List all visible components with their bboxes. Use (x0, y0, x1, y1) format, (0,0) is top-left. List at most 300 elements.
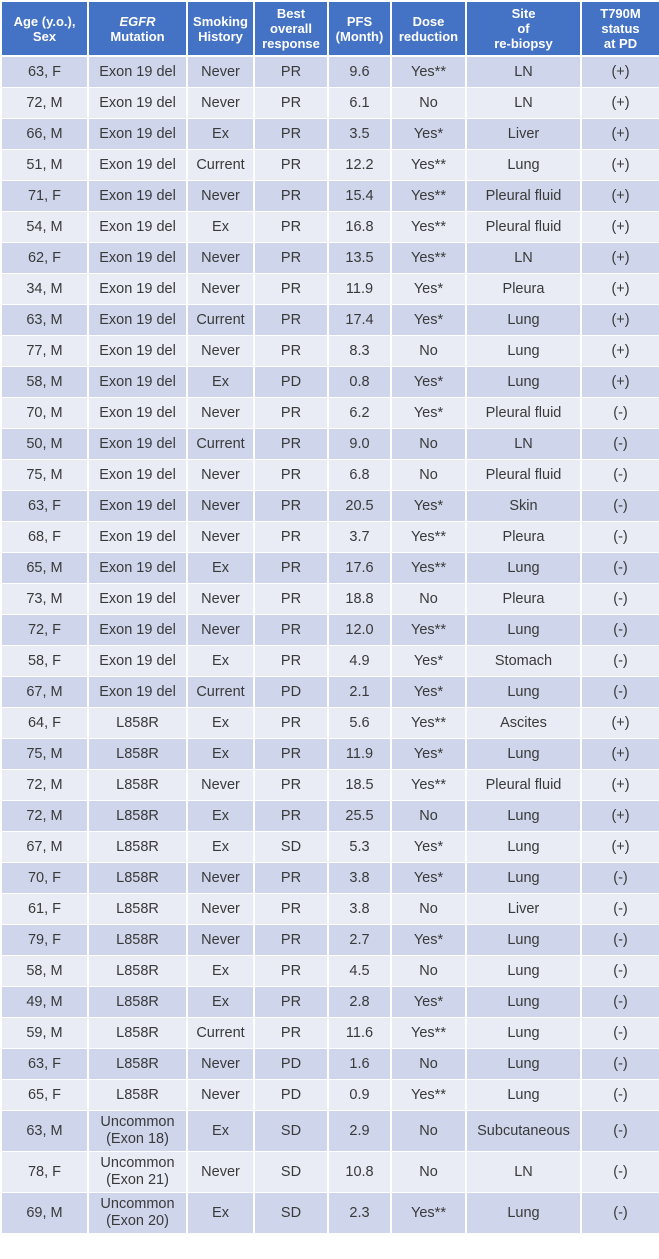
t790m-cell: (-) (581, 987, 659, 1018)
dose-cell: Yes* (391, 863, 466, 894)
age-sex-cell: 34, M (1, 274, 88, 305)
smoking-cell: Ex (187, 956, 254, 987)
age-sex-cell: 59, M (1, 1018, 88, 1049)
header-site (466, 1, 581, 56)
pfs-cell: 11.9 (328, 274, 391, 305)
site-cell: Lung (466, 1049, 581, 1080)
header-response-line-1: Best (276, 6, 306, 21)
smoking-cell: Ex (187, 801, 254, 832)
table-row (1, 150, 659, 181)
response-cell: PR (254, 646, 328, 677)
table-row (1, 956, 659, 987)
smoking-cell: Never (187, 615, 254, 646)
t790m-cell: (-) (581, 646, 659, 677)
age-sex-cell: 75, M (1, 460, 88, 491)
response-cell: PR (254, 119, 328, 150)
header-smoking-line-1: Smoking (193, 13, 248, 29)
dose-cell: Yes* (391, 677, 466, 708)
t790m-cell: (+) (581, 88, 659, 119)
mutation-cell: L858R (88, 863, 187, 894)
site-cell: Lung (466, 987, 581, 1018)
dose-cell: No (391, 956, 466, 987)
header-age-sex-line-1: Age (y.o.), (13, 13, 76, 29)
table-body (1, 56, 659, 1234)
mutation-cell: Exon 19 del (88, 398, 187, 429)
t790m-cell: (-) (581, 429, 659, 460)
header-t790m (581, 1, 659, 56)
t790m-cell: (+) (581, 56, 659, 88)
response-cell: PD (254, 367, 328, 398)
pfs-cell: 18.5 (328, 770, 391, 801)
t790m-cell: (+) (581, 150, 659, 181)
table-row (1, 708, 659, 739)
age-sex-cell: 66, M (1, 119, 88, 150)
t790m-cell: (-) (581, 553, 659, 584)
smoking-cell: Never (187, 925, 254, 956)
age-sex-cell: 77, M (1, 336, 88, 367)
smoking-cell: Never (187, 1049, 254, 1080)
pfs-cell: 4.5 (328, 956, 391, 987)
pfs-cell: 12.0 (328, 615, 391, 646)
site-cell: Lung (466, 801, 581, 832)
dose-cell: Yes** (391, 1193, 466, 1234)
site-cell: Liver (466, 894, 581, 925)
pfs-cell: 5.3 (328, 832, 391, 863)
dose-cell: Yes** (391, 56, 466, 88)
dose-cell: Yes* (391, 739, 466, 770)
response-cell: PD (254, 677, 328, 708)
dose-cell: Yes** (391, 1018, 466, 1049)
t790m-cell: (+) (581, 832, 659, 863)
table-row (1, 56, 659, 88)
response-cell: PR (254, 491, 328, 522)
smoking-cell: Current (187, 1018, 254, 1049)
smoking-cell: Never (187, 1080, 254, 1111)
header-mutation-line-2: Mutation (110, 28, 165, 44)
age-sex-cell: 75, M (1, 739, 88, 770)
t790m-cell: (+) (581, 801, 659, 832)
site-cell: Pleural fluid (466, 460, 581, 491)
header-age-sex-line-2: Sex (32, 28, 57, 44)
mutation-cell: Exon 19 del (88, 553, 187, 584)
age-sex-cell: 65, F (1, 1080, 88, 1111)
header-response (254, 1, 328, 56)
response-cell: PR (254, 708, 328, 739)
table-row (1, 677, 659, 708)
table-row (1, 832, 659, 863)
header-response-line-3: response (262, 36, 320, 51)
t790m-cell: (-) (581, 1152, 659, 1193)
smoking-cell: Never (187, 243, 254, 274)
mutation-cell: Exon 19 del (88, 367, 187, 398)
age-sex-cell: 71, F (1, 181, 88, 212)
pfs-cell: 6.8 (328, 460, 391, 491)
table-row (1, 305, 659, 336)
age-sex-cell: 58, M (1, 956, 88, 987)
table-row (1, 336, 659, 367)
header-t790m-line-2: status (601, 21, 640, 36)
dose-cell: Yes** (391, 150, 466, 181)
response-cell: PR (254, 615, 328, 646)
header-t790m-line-3: at PD (603, 36, 638, 51)
table-row (1, 863, 659, 894)
smoking-cell: Ex (187, 708, 254, 739)
header-t790m-line-1: T790M (600, 6, 641, 21)
dose-cell: Yes* (391, 305, 466, 336)
table-row (1, 646, 659, 677)
pfs-cell: 6.1 (328, 88, 391, 119)
pfs-cell: 3.7 (328, 522, 391, 553)
smoking-cell: Ex (187, 739, 254, 770)
header-pfs-line-2: (Month) (335, 28, 384, 44)
site-cell: Lung (466, 956, 581, 987)
response-cell: PR (254, 181, 328, 212)
site-cell: Lung (466, 367, 581, 398)
smoking-cell: Never (187, 336, 254, 367)
response-cell: PR (254, 305, 328, 336)
table-row (1, 460, 659, 491)
pfs-cell: 3.5 (328, 119, 391, 150)
dose-cell: Yes** (391, 522, 466, 553)
dose-cell: No (391, 894, 466, 925)
age-sex-cell: 62, F (1, 243, 88, 274)
t790m-cell: (-) (581, 677, 659, 708)
site-cell: Lung (466, 553, 581, 584)
site-cell: Lung (466, 1193, 581, 1234)
mutation-cell: Exon 19 del (88, 212, 187, 243)
pfs-cell: 17.6 (328, 553, 391, 584)
response-cell: PR (254, 770, 328, 801)
dose-cell: No (391, 1111, 466, 1152)
mutation-cell: Exon 19 del (88, 305, 187, 336)
response-cell: PR (254, 801, 328, 832)
age-sex-cell: 63, M (1, 305, 88, 336)
age-sex-cell: 68, F (1, 522, 88, 553)
mutation-cell: Exon 19 del (88, 584, 187, 615)
age-sex-cell: 63, M (1, 1111, 88, 1152)
age-sex-cell: 65, M (1, 553, 88, 584)
pfs-cell: 2.3 (328, 1193, 391, 1234)
pfs-cell: 17.4 (328, 305, 391, 336)
t790m-cell: (+) (581, 119, 659, 150)
mutation-cell: Exon 19 del (88, 336, 187, 367)
pfs-cell: 11.6 (328, 1018, 391, 1049)
response-cell: PR (254, 274, 328, 305)
mutation-cell: L858R (88, 832, 187, 863)
mutation-cell: L858R (88, 956, 187, 987)
table-row (1, 1111, 659, 1152)
age-sex-cell: 70, F (1, 863, 88, 894)
age-sex-cell: 79, F (1, 925, 88, 956)
age-sex-cell: 72, F (1, 615, 88, 646)
table-row (1, 243, 659, 274)
table-row (1, 274, 659, 305)
age-sex-cell: 58, M (1, 367, 88, 398)
mutation-cell: Exon 19 del (88, 491, 187, 522)
table-row (1, 522, 659, 553)
response-cell: SD (254, 832, 328, 863)
dose-cell: Yes* (391, 367, 466, 398)
header-dose-line-1: Dose (412, 13, 445, 29)
site-cell: Lung (466, 863, 581, 894)
response-cell: SD (254, 1111, 328, 1152)
t790m-cell: (+) (581, 181, 659, 212)
mutation-cell: L858R (88, 708, 187, 739)
smoking-cell: Current (187, 150, 254, 181)
response-cell: PR (254, 1018, 328, 1049)
site-cell: Liver (466, 119, 581, 150)
dose-cell: Yes* (391, 925, 466, 956)
site-cell: Lung (466, 305, 581, 336)
response-cell: PR (254, 56, 328, 88)
response-cell: PR (254, 429, 328, 460)
mutation-cell: L858R (88, 987, 187, 1018)
mutation-cell: L858R (88, 770, 187, 801)
response-cell: PR (254, 987, 328, 1018)
dose-cell: Yes** (391, 243, 466, 274)
response-cell: PR (254, 88, 328, 119)
age-sex-cell: 67, M (1, 677, 88, 708)
smoking-cell: Never (187, 894, 254, 925)
t790m-cell: (+) (581, 708, 659, 739)
response-cell: PR (254, 894, 328, 925)
t790m-cell: (-) (581, 1111, 659, 1152)
mutation-cell: Uncommon (Exon 20) (88, 1193, 187, 1234)
header-site-line-3: re-biopsy (494, 36, 553, 51)
age-sex-cell: 67, M (1, 832, 88, 863)
t790m-cell: (+) (581, 770, 659, 801)
pfs-cell: 2.8 (328, 987, 391, 1018)
pfs-cell: 11.9 (328, 739, 391, 770)
response-cell: PR (254, 553, 328, 584)
smoking-cell: Never (187, 88, 254, 119)
pfs-cell: 3.8 (328, 894, 391, 925)
t790m-cell: (-) (581, 956, 659, 987)
age-sex-cell: 64, F (1, 708, 88, 739)
pfs-cell: 16.8 (328, 212, 391, 243)
pfs-cell: 6.2 (328, 398, 391, 429)
site-cell: LN (466, 243, 581, 274)
dose-cell: No (391, 1152, 466, 1193)
age-sex-cell: 58, F (1, 646, 88, 677)
dose-cell: No (391, 801, 466, 832)
response-cell: PR (254, 522, 328, 553)
header-age-sex (1, 1, 88, 56)
t790m-cell: (-) (581, 398, 659, 429)
table-row (1, 119, 659, 150)
age-sex-cell: 73, M (1, 584, 88, 615)
table-row (1, 181, 659, 212)
smoking-cell: Never (187, 274, 254, 305)
header-smoking-line-2: History (198, 28, 243, 44)
age-sex-cell: 50, M (1, 429, 88, 460)
dose-cell: No (391, 88, 466, 119)
mutation-cell: Exon 19 del (88, 646, 187, 677)
pfs-cell: 20.5 (328, 491, 391, 522)
t790m-cell: (-) (581, 491, 659, 522)
t790m-cell: (-) (581, 615, 659, 646)
header-site-line-2: of (517, 21, 530, 36)
site-cell: LN (466, 88, 581, 119)
mutation-cell: L858R (88, 1018, 187, 1049)
t790m-cell: (-) (581, 863, 659, 894)
table-row (1, 1080, 659, 1111)
age-sex-cell: 69, M (1, 1193, 88, 1234)
response-cell: PR (254, 739, 328, 770)
smoking-cell: Current (187, 677, 254, 708)
mutation-cell: L858R (88, 894, 187, 925)
smoking-cell: Ex (187, 1193, 254, 1234)
pfs-cell: 5.6 (328, 708, 391, 739)
table-row (1, 770, 659, 801)
mutation-cell: Exon 19 del (88, 243, 187, 274)
dose-cell: Yes* (391, 274, 466, 305)
t790m-cell: (-) (581, 522, 659, 553)
dose-cell: Yes** (391, 212, 466, 243)
pfs-cell: 2.9 (328, 1111, 391, 1152)
t790m-cell: (+) (581, 305, 659, 336)
dose-cell: Yes** (391, 708, 466, 739)
age-sex-cell: 70, M (1, 398, 88, 429)
site-cell: LN (466, 56, 581, 88)
pfs-cell: 15.4 (328, 181, 391, 212)
table-row (1, 801, 659, 832)
dose-cell: Yes* (391, 646, 466, 677)
table-row (1, 212, 659, 243)
smoking-cell: Current (187, 305, 254, 336)
smoking-cell: Ex (187, 553, 254, 584)
mutation-cell: Exon 19 del (88, 150, 187, 181)
site-cell: Lung (466, 1080, 581, 1111)
age-sex-cell: 54, M (1, 212, 88, 243)
t790m-cell: (-) (581, 1049, 659, 1080)
smoking-cell: Ex (187, 212, 254, 243)
t790m-cell: (-) (581, 1193, 659, 1234)
response-cell: PR (254, 925, 328, 956)
site-cell: Lung (466, 925, 581, 956)
table-row (1, 615, 659, 646)
dose-cell: No (391, 460, 466, 491)
response-cell: PR (254, 212, 328, 243)
header-mutation (88, 1, 187, 56)
site-cell: Pleural fluid (466, 770, 581, 801)
mutation-cell: Exon 19 del (88, 615, 187, 646)
table-row (1, 584, 659, 615)
age-sex-cell: 72, M (1, 88, 88, 119)
dose-cell: Yes** (391, 615, 466, 646)
dose-cell: Yes* (391, 987, 466, 1018)
table-row (1, 739, 659, 770)
pfs-cell: 3.8 (328, 863, 391, 894)
t790m-cell: (+) (581, 274, 659, 305)
age-sex-cell: 78, F (1, 1152, 88, 1193)
header-pfs (328, 1, 391, 56)
mutation-cell: Exon 19 del (88, 522, 187, 553)
header-pfs-line-1: PFS (346, 13, 373, 29)
mutation-cell: L858R (88, 739, 187, 770)
dose-cell: Yes* (391, 119, 466, 150)
t790m-cell: (+) (581, 367, 659, 398)
response-cell: SD (254, 1152, 328, 1193)
pfs-cell: 9.6 (328, 56, 391, 88)
smoking-cell: Never (187, 584, 254, 615)
smoking-cell: Ex (187, 1111, 254, 1152)
smoking-cell: Never (187, 398, 254, 429)
site-cell: Lung (466, 739, 581, 770)
smoking-cell: Ex (187, 367, 254, 398)
site-cell: Lung (466, 1018, 581, 1049)
pfs-cell: 2.7 (328, 925, 391, 956)
response-cell: PR (254, 460, 328, 491)
smoking-cell: Never (187, 56, 254, 88)
age-sex-cell: 61, F (1, 894, 88, 925)
site-cell: Lung (466, 677, 581, 708)
site-cell: Lung (466, 336, 581, 367)
site-cell: Pleural fluid (466, 212, 581, 243)
age-sex-cell: 72, M (1, 801, 88, 832)
smoking-cell: Never (187, 491, 254, 522)
mutation-cell: Exon 19 del (88, 181, 187, 212)
table-row (1, 894, 659, 925)
mutation-cell: Exon 19 del (88, 274, 187, 305)
site-cell: Ascites (466, 708, 581, 739)
smoking-cell: Ex (187, 646, 254, 677)
dose-cell: Yes** (391, 770, 466, 801)
table-header-row (1, 1, 659, 56)
smoking-cell: Current (187, 429, 254, 460)
t790m-cell: (-) (581, 925, 659, 956)
site-cell: Subcutaneous (466, 1111, 581, 1152)
age-sex-cell: 72, M (1, 770, 88, 801)
mutation-cell: Uncommon (Exon 18) (88, 1111, 187, 1152)
site-cell: Pleura (466, 584, 581, 615)
t790m-cell: (-) (581, 894, 659, 925)
table-row (1, 1193, 659, 1234)
pfs-cell: 1.6 (328, 1049, 391, 1080)
dose-cell: Yes* (391, 491, 466, 522)
site-cell: Pleura (466, 522, 581, 553)
site-cell: Skin (466, 491, 581, 522)
dose-cell: Yes** (391, 181, 466, 212)
response-cell: PR (254, 398, 328, 429)
mutation-cell: Exon 19 del (88, 56, 187, 88)
pfs-cell: 9.0 (328, 429, 391, 460)
mutation-cell: Exon 19 del (88, 119, 187, 150)
pfs-cell: 4.9 (328, 646, 391, 677)
table-row (1, 398, 659, 429)
age-sex-cell: 49, M (1, 987, 88, 1018)
pfs-cell: 13.5 (328, 243, 391, 274)
mutation-cell: Exon 19 del (88, 460, 187, 491)
pfs-cell: 10.8 (328, 1152, 391, 1193)
dose-cell: Yes** (391, 1080, 466, 1111)
pfs-cell: 0.8 (328, 367, 391, 398)
mutation-cell: L858R (88, 925, 187, 956)
site-cell: LN (466, 1152, 581, 1193)
t790m-cell: (-) (581, 584, 659, 615)
pfs-cell: 12.2 (328, 150, 391, 181)
table-row (1, 367, 659, 398)
response-cell: PD (254, 1049, 328, 1080)
pfs-cell: 25.5 (328, 801, 391, 832)
smoking-cell: Never (187, 460, 254, 491)
site-cell: Lung (466, 150, 581, 181)
pfs-cell: 18.8 (328, 584, 391, 615)
smoking-cell: Never (187, 181, 254, 212)
table-row (1, 925, 659, 956)
smoking-cell: Ex (187, 987, 254, 1018)
response-cell: PR (254, 863, 328, 894)
